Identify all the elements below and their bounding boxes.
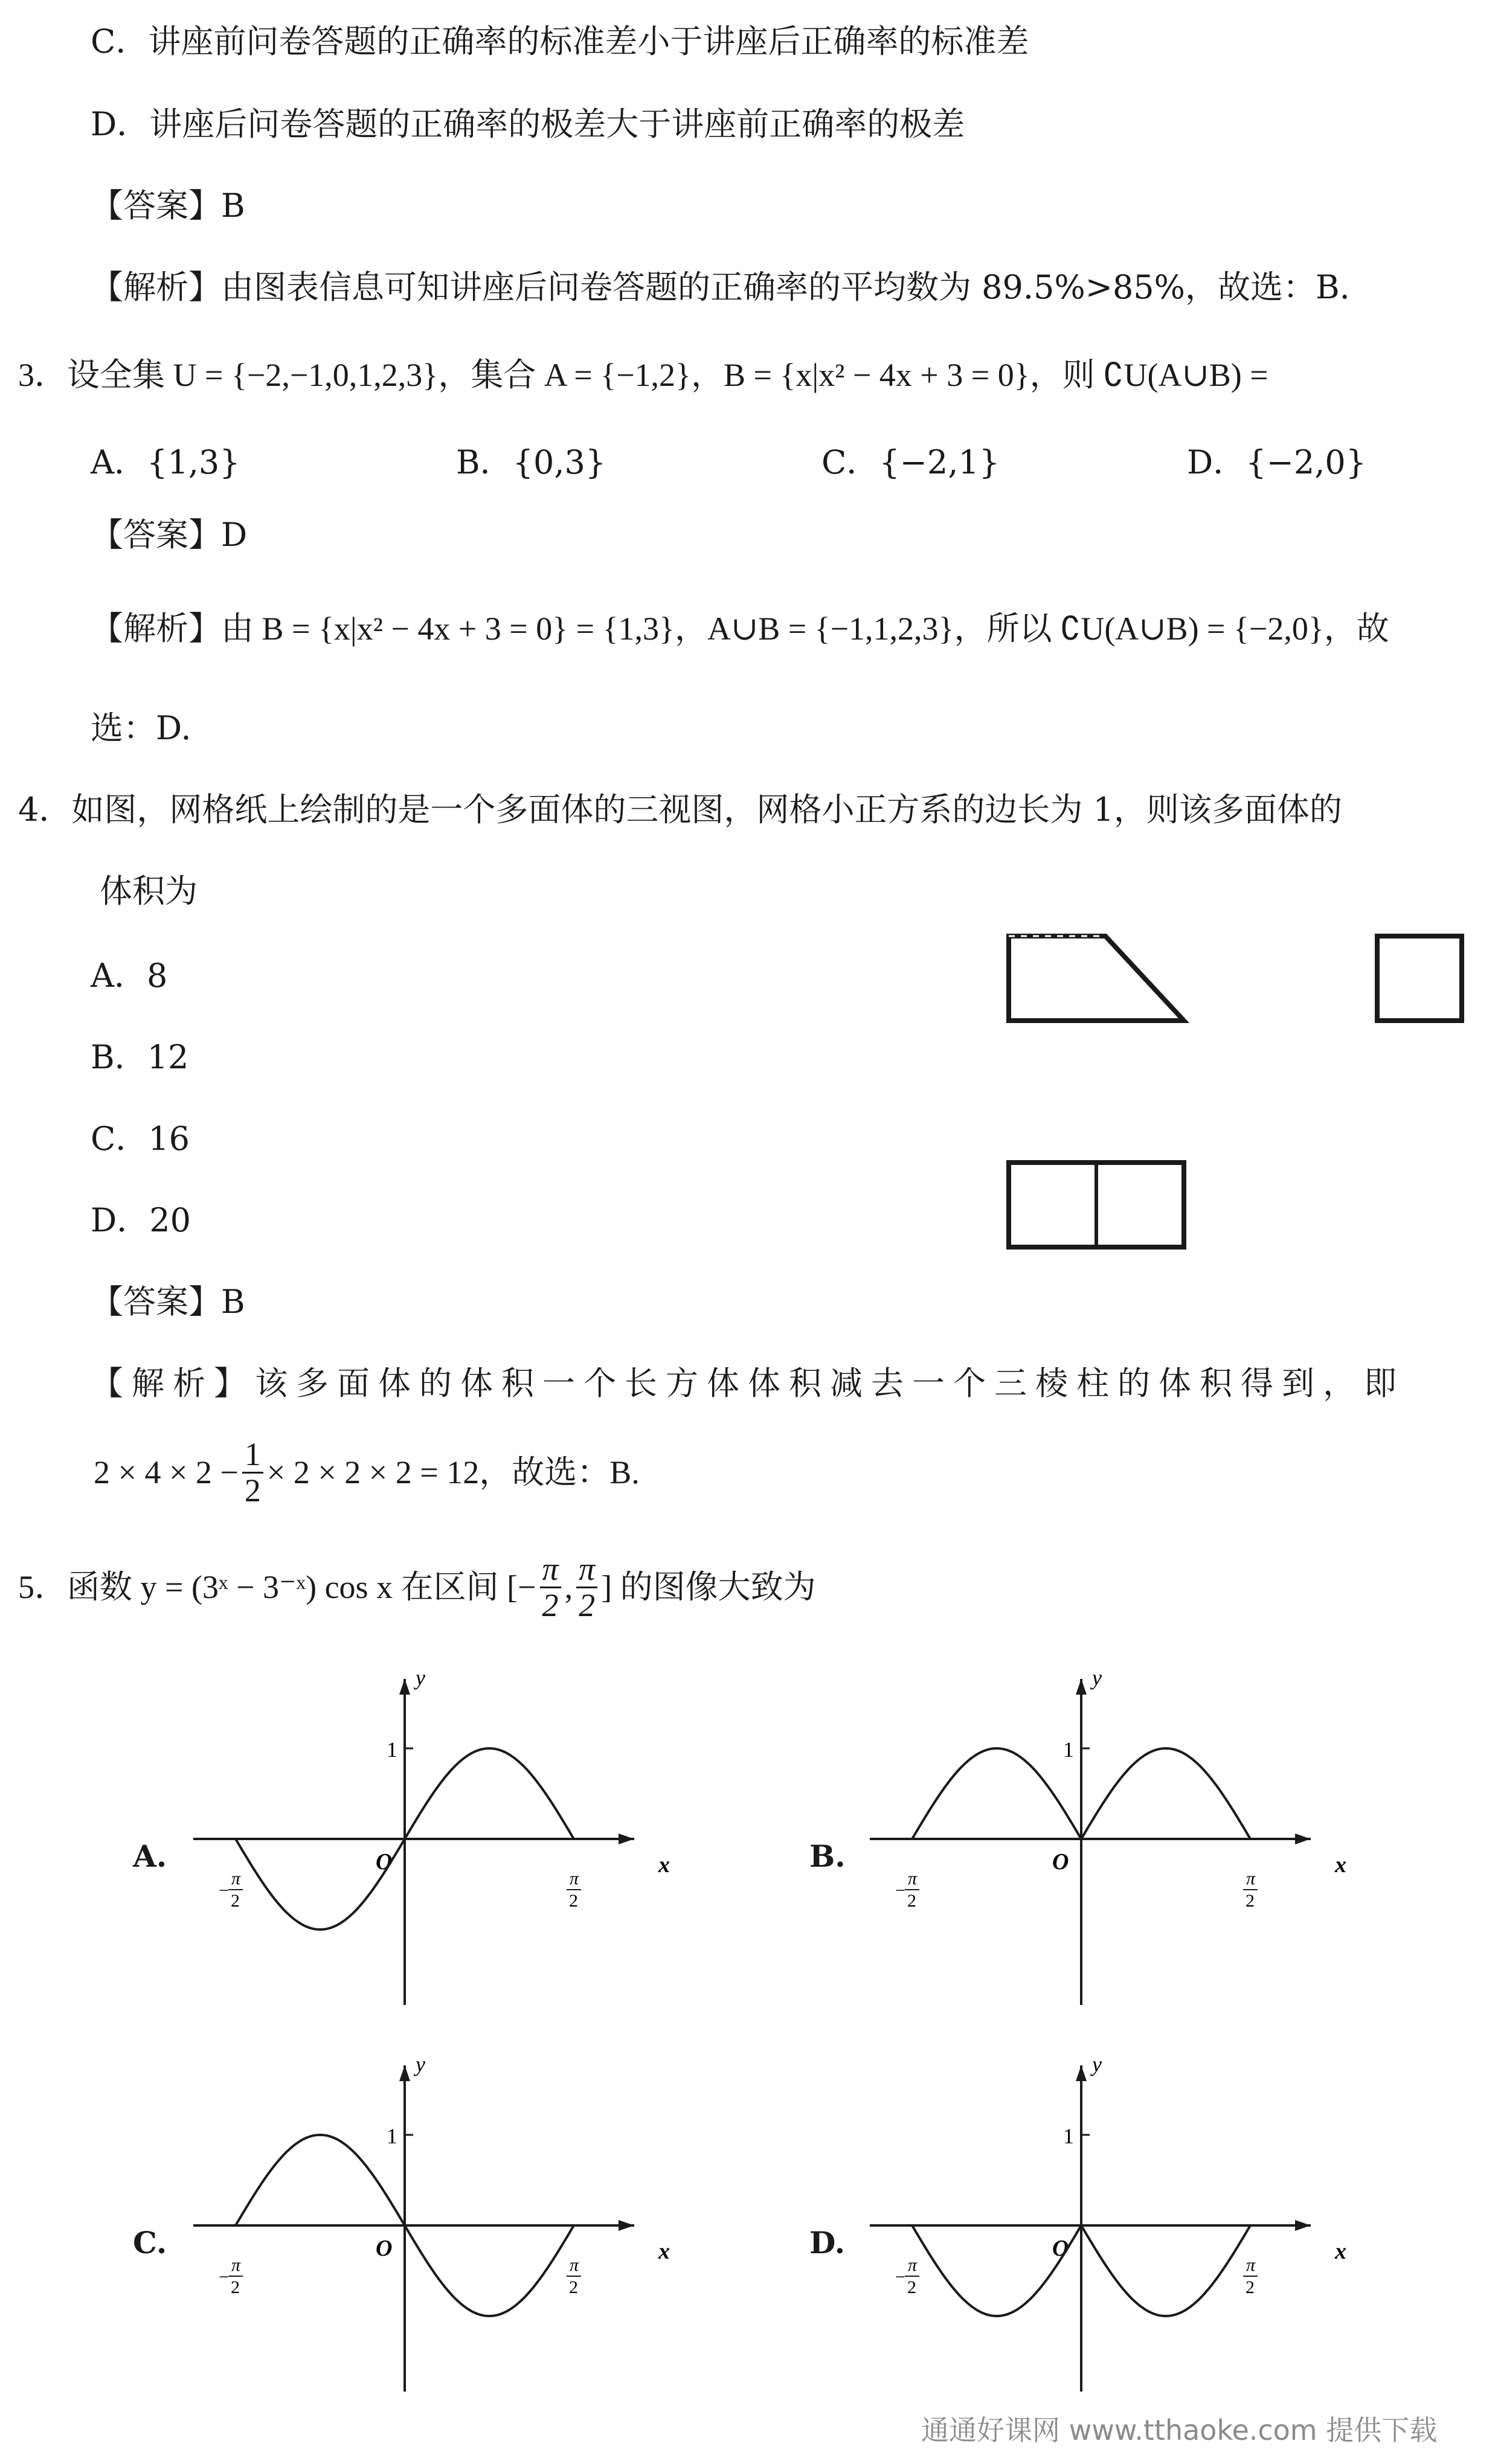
graph-plot <box>175 1667 719 2011</box>
q4-analysis-line1: 【解析】该多面体的体积一个长方体体积减去一个三棱柱的体积得到，即 <box>91 1364 1405 1402</box>
q3-analysis-line1: 【解析】由 B = {x|x² − 4x + 3 = 0} = {1,3}，A∪B = {−1,1,2,3}，所以 ∁U(A∪B) = {−2,0}，故 <box>91 611 1389 647</box>
pi-numerator: π <box>231 1869 241 1888</box>
q4-fraction-numerator: 1 <box>242 1437 263 1474</box>
denominator-two: 2 <box>907 1891 916 1911</box>
origin-label: O <box>376 1849 393 1875</box>
y-tick-label: 1 <box>1063 1737 1074 1762</box>
graph-option-d <box>809 2053 1401 2398</box>
q4-stem-line1: 4．如图，网格纸上绘制的是一个多面体的三视图，网格小正方系的边长为 1，则该多面体的 <box>18 791 1342 829</box>
graph-plot <box>852 2053 1395 2398</box>
three-view-diagram <box>991 930 1486 1268</box>
denominator-two: 2 <box>1246 2277 1255 2297</box>
q2-option-d: D．讲座后问卷答题的正确率的极差大于讲座前正确率的极差 <box>91 105 965 143</box>
q4-analysis-line2 <box>94 1437 640 1507</box>
x-axis-arrow-icon <box>1295 2220 1311 2231</box>
q4-fraction-denominator: 2 <box>244 1472 261 1509</box>
y-axis-arrow-icon <box>1076 2065 1087 2081</box>
denominator-two: 2 <box>231 1891 240 1911</box>
pi-numerator: π <box>231 2255 241 2275</box>
x-axis-label: x <box>1335 1852 1346 1878</box>
q5-fraction-right-den: 2 <box>579 1587 596 1623</box>
minus-sign: − <box>895 1881 905 1901</box>
y-axis-label: y <box>416 2053 425 2076</box>
y-axis-label: y <box>1092 1667 1102 1690</box>
y-axis-label: y <box>1092 2053 1102 2076</box>
side-view <box>1377 936 1462 1021</box>
graph-option-b <box>809 1667 1401 2011</box>
denominator-two: 2 <box>1246 1891 1255 1911</box>
denominator-two: 2 <box>569 1891 578 1911</box>
denominator-two: 2 <box>569 2277 578 2297</box>
q3-option-d: D．{−2,0} <box>1187 443 1367 481</box>
y-tick-label: 1 <box>387 2124 397 2148</box>
origin-label: O <box>1052 1849 1069 1875</box>
q4-expr-right: × 2 × 2 × 2 = 12，故选：B. <box>266 1454 640 1491</box>
q4-option-a: A．8 <box>91 957 168 995</box>
q5-stem <box>18 1552 816 1622</box>
x-axis-label: x <box>658 1852 670 1878</box>
denominator-two: 2 <box>907 2277 916 2297</box>
q2-analysis: 【解析】由图表信息可知讲座后问卷答题的正确率的平均数为 89.5%>85%，故选：B. <box>91 268 1350 306</box>
x-axis-arrow-icon <box>619 2220 634 2231</box>
x-axis-label: x <box>1335 2239 1346 2264</box>
q2-answer: 【答案】B <box>91 187 245 225</box>
q4-expr-left: 2 × 4 × 2 − <box>94 1454 239 1491</box>
q5-fraction-left-den: 2 <box>542 1587 559 1623</box>
q4-option-b: B．12 <box>91 1038 189 1076</box>
y-axis-arrow-icon <box>1076 1679 1087 1695</box>
pi-numerator: π <box>570 1869 579 1888</box>
q3-option-b: B．{0,3} <box>456 443 606 481</box>
q3-stem: 3．设全集 U = {−2,−1,0,1,2,3}，集合 A = {−1,2}，B = {x|x² − 4x + 3 = 0}，则 ∁U(A∪B) = <box>18 357 1268 393</box>
q3-option-c: C．{−2,1} <box>821 443 1000 481</box>
graph-label: D. <box>809 2225 845 2260</box>
y-tick-label: 1 <box>387 1737 397 1762</box>
graph-option-a <box>133 1667 725 2011</box>
q4-fraction <box>242 1437 263 1507</box>
pi-numerator: π <box>1246 1869 1256 1888</box>
denominator-two: 2 <box>231 2277 240 2297</box>
x-axis-label: x <box>658 2239 670 2264</box>
q5-fraction-left <box>540 1552 561 1622</box>
pi-numerator: π <box>570 2255 579 2275</box>
q5-stem-prefix: 5．函数 y = (3ˣ − 3⁻ˣ) cos x 在区间 [− <box>18 1569 536 1606</box>
origin-label: O <box>376 2236 393 2261</box>
q4-answer: 【答案】B <box>91 1283 245 1321</box>
minus-sign: − <box>895 2267 905 2287</box>
q5-fraction-right-num: π <box>576 1552 597 1588</box>
x-axis-arrow-icon <box>1295 1834 1311 1844</box>
q5-stem-suffix: ] 的图像大致为 <box>601 1569 816 1606</box>
q5-fraction-right <box>576 1552 597 1622</box>
y-axis-label: y <box>416 1667 425 1690</box>
q4-stem-line2: 体积为 <box>100 872 198 910</box>
front-view <box>1009 936 1184 1021</box>
q4-option-d: D．20 <box>91 1201 191 1239</box>
q3-answer: 【答案】D <box>91 516 248 554</box>
y-axis-arrow-icon <box>399 1679 410 1695</box>
q4-option-c: C．16 <box>91 1120 190 1158</box>
x-axis-arrow-icon <box>619 1834 634 1844</box>
graph-label: C. <box>133 2225 167 2260</box>
minus-sign: − <box>219 1881 229 1901</box>
graph-label: A. <box>133 1838 167 1874</box>
graph-plot <box>175 2053 719 2398</box>
pi-numerator: π <box>908 1869 918 1888</box>
minus-sign: − <box>219 2267 229 2287</box>
y-tick-label: 1 <box>1063 2124 1074 2148</box>
q3-option-a: A．{1,3} <box>91 443 240 481</box>
watermark: 通通好课网 www.tthaoke.com 提供下载 <box>921 2414 1438 2446</box>
q2-option-c: C．讲座前问卷答题的正确率的标准差小于讲座后正确率的标准差 <box>91 22 1029 60</box>
pi-numerator: π <box>908 2255 918 2275</box>
y-axis-arrow-icon <box>399 2065 410 2081</box>
q5-fraction-left-num: π <box>540 1552 561 1588</box>
q3-analysis-line2: 选：D. <box>91 709 191 747</box>
q5-stem-mid: , <box>564 1569 573 1606</box>
origin-label: O <box>1052 2236 1069 2261</box>
graph-label: B. <box>809 1838 846 1874</box>
graph-option-c <box>133 2053 725 2398</box>
pi-numerator: π <box>1246 2255 1256 2275</box>
graph-plot <box>852 1667 1395 2011</box>
